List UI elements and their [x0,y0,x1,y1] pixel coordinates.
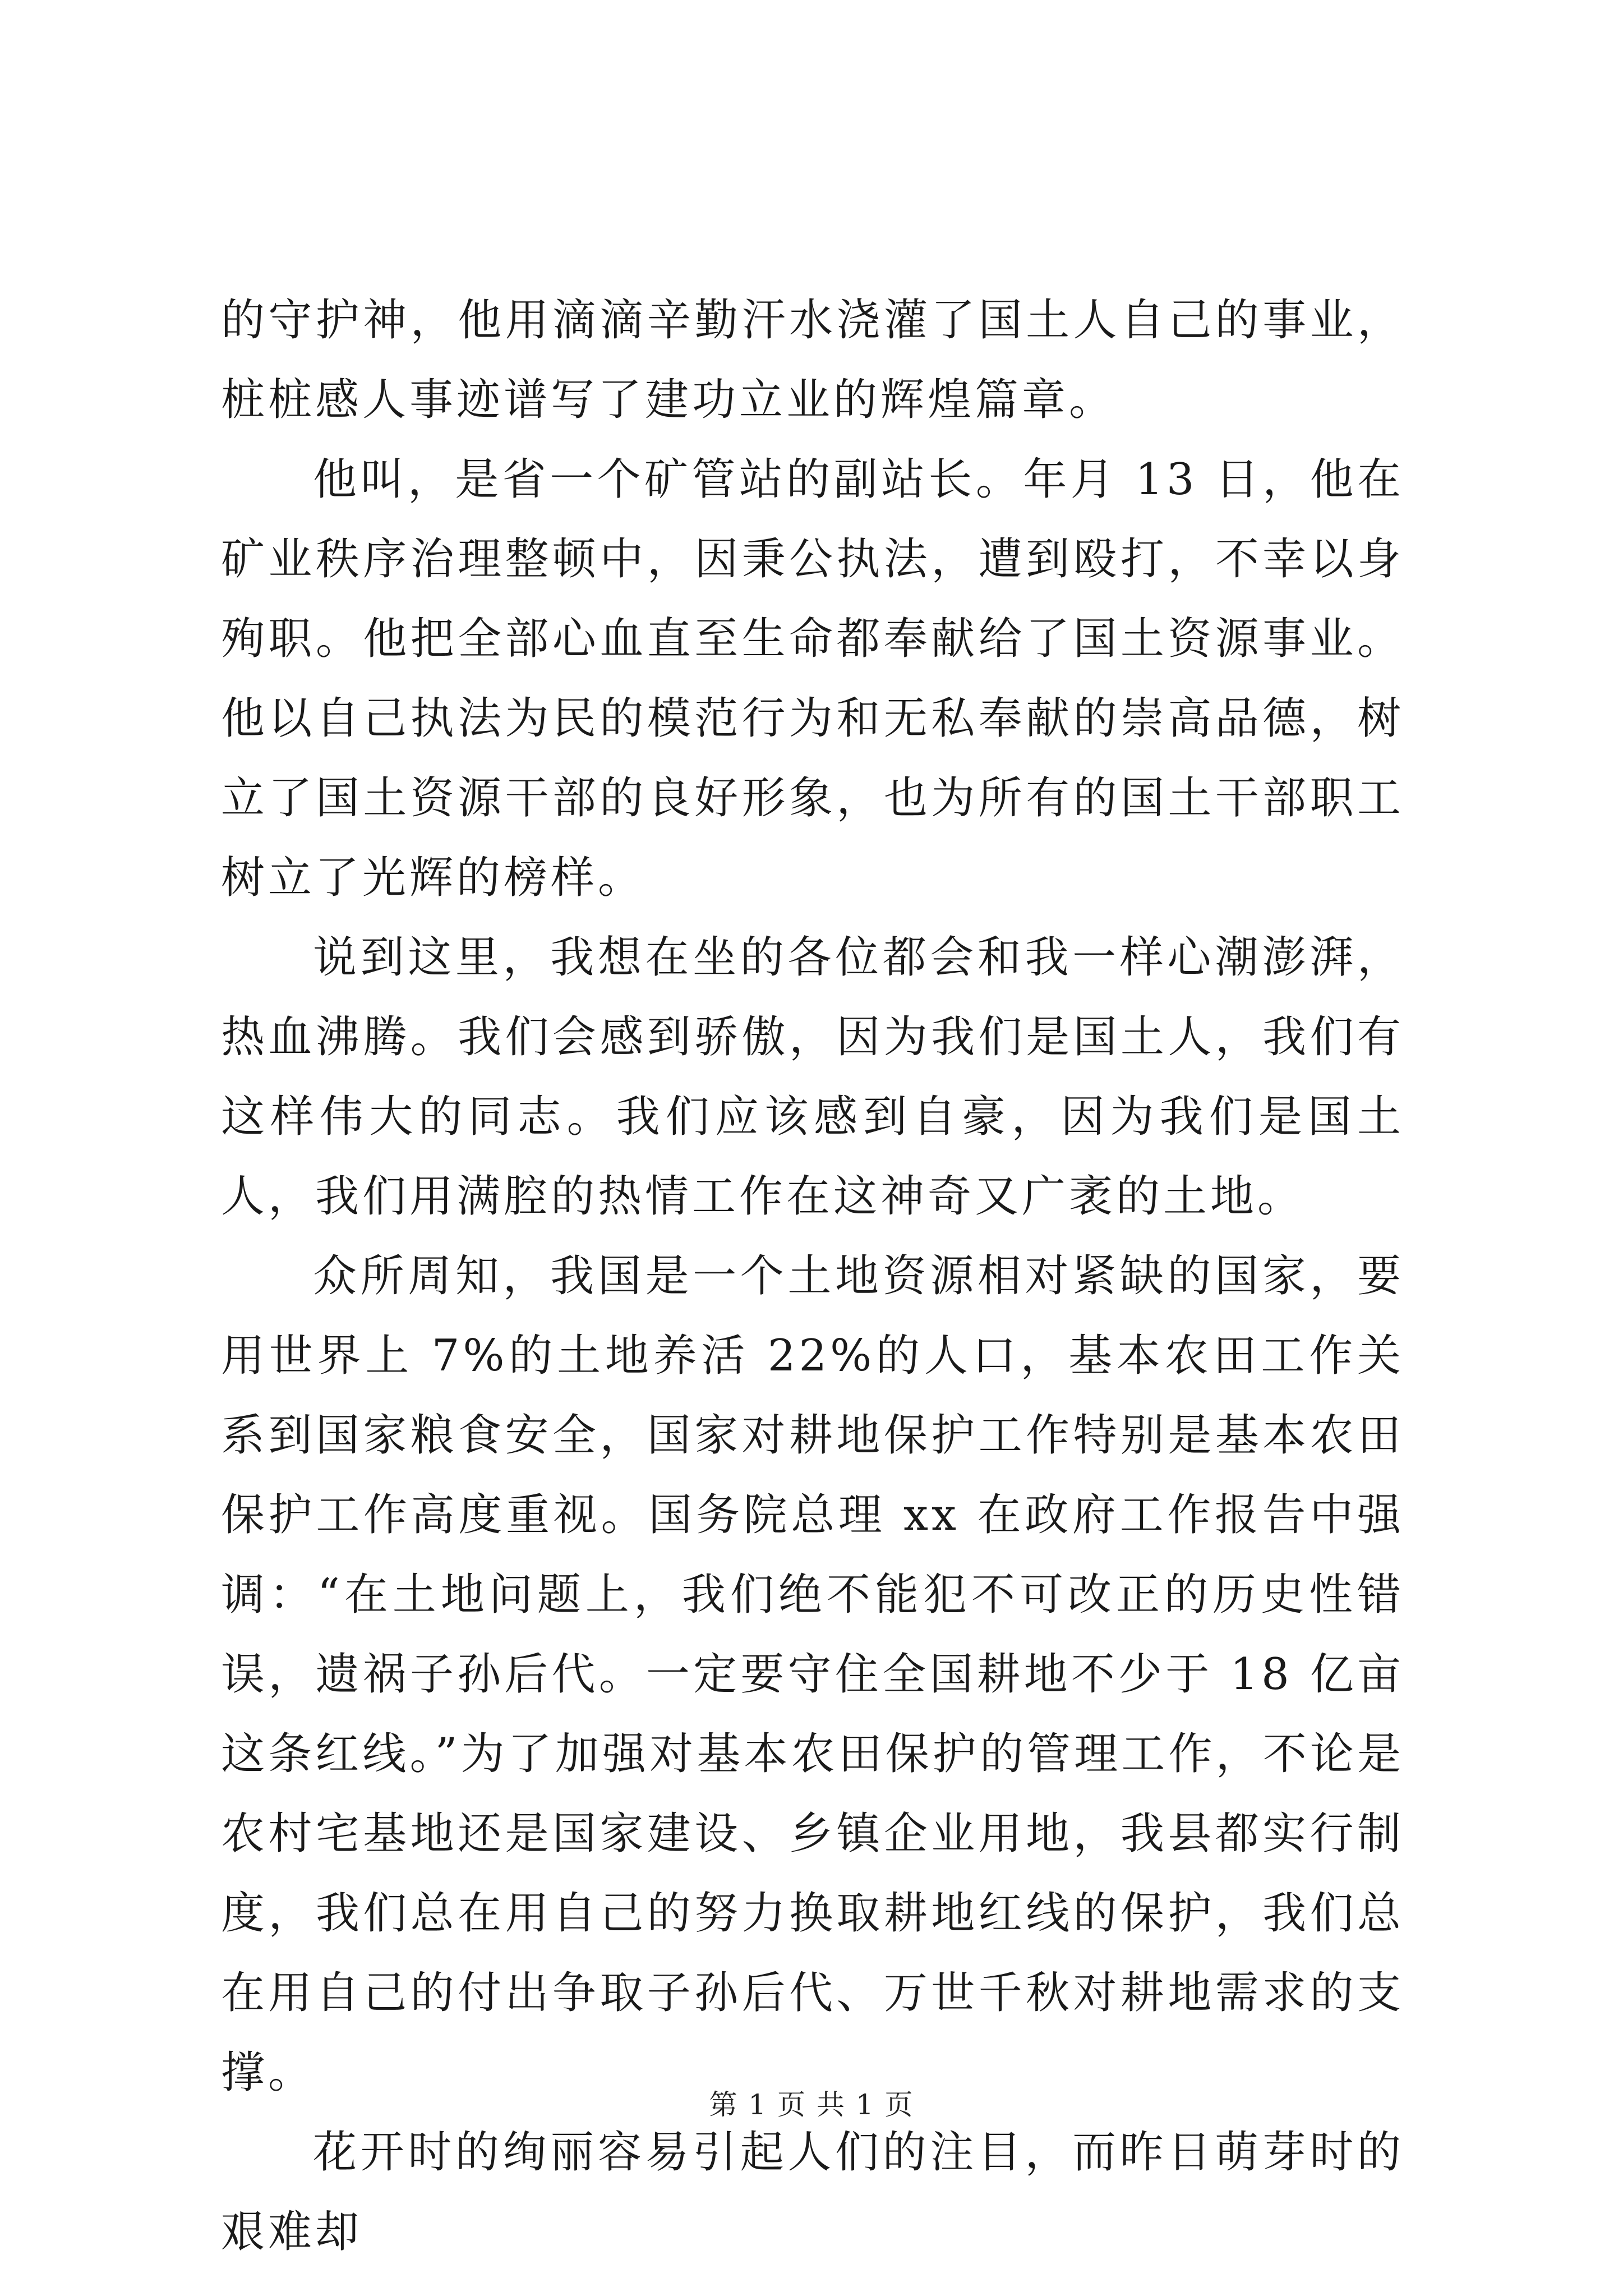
page-footer: 第 1 页 共 1 页 [709,2088,914,2121]
paragraph: 说到这里，我想在坐的各位都会和我一样心潮澎湃，热血沸腾。我们会感到骄傲，因为我们是国土人，我们有这样伟大的同志。我们应该感到自豪，因为我们是国土人，我们用满腔的热情工作在这神奇又广袤的土地。 [221,932,1404,1222]
paragraph: 花开时的绚丽容易引起人们的注目，而昨日萌芽时的艰难却 [221,2127,1404,2257]
paragraph: 的守护神，他用滴滴辛勤汗水浇灌了国土人自己的事业，桩桩感人事迹谱写了建功立业的辉煌篇章。 [221,295,1404,425]
paragraph: 他叫，是省一个矿管站的副站长。年月 13 日，他在矿业秩序治理整顿中，因秉公执法，遭到殴打，不幸以身殉职。他把全部心血直至生命都奉献给了国土资源事业。他以自己执法为民的模范行为和无私奉献的崇高品德，树立了国土资源干部的良好形象，也为所有的国土干部职工树立了光辉的榜样。 [221,454,1404,903]
paragraph: 众所周知，我国是一个土地资源相对紧缺的国家，要用世界上 7%的土地养活 22%的人口，基本农田工作关系到国家粮食安全，国家对耕地保护工作特别是基本农田保护工作高度重视。国务院总理 xx 在政府工作报告中强调：“在土地问题上，我们绝不能犯不可改正的历史性错误，遗祸子孙后代。一定要守住全国耕地不少于 18 亿亩这条红线。”为了加强对基本农田保护的管理工作，不论是农村宅基地还是国家建设、乡镇企业用地，我县都实行制度，我们总在用自己的努力换取耕地红线的保护，我们总在用自己的付出争取子孙后代、万世千秋对耕地需求的支撑。 [221,1251,1404,2098]
document-body [221,280,1404,2272]
